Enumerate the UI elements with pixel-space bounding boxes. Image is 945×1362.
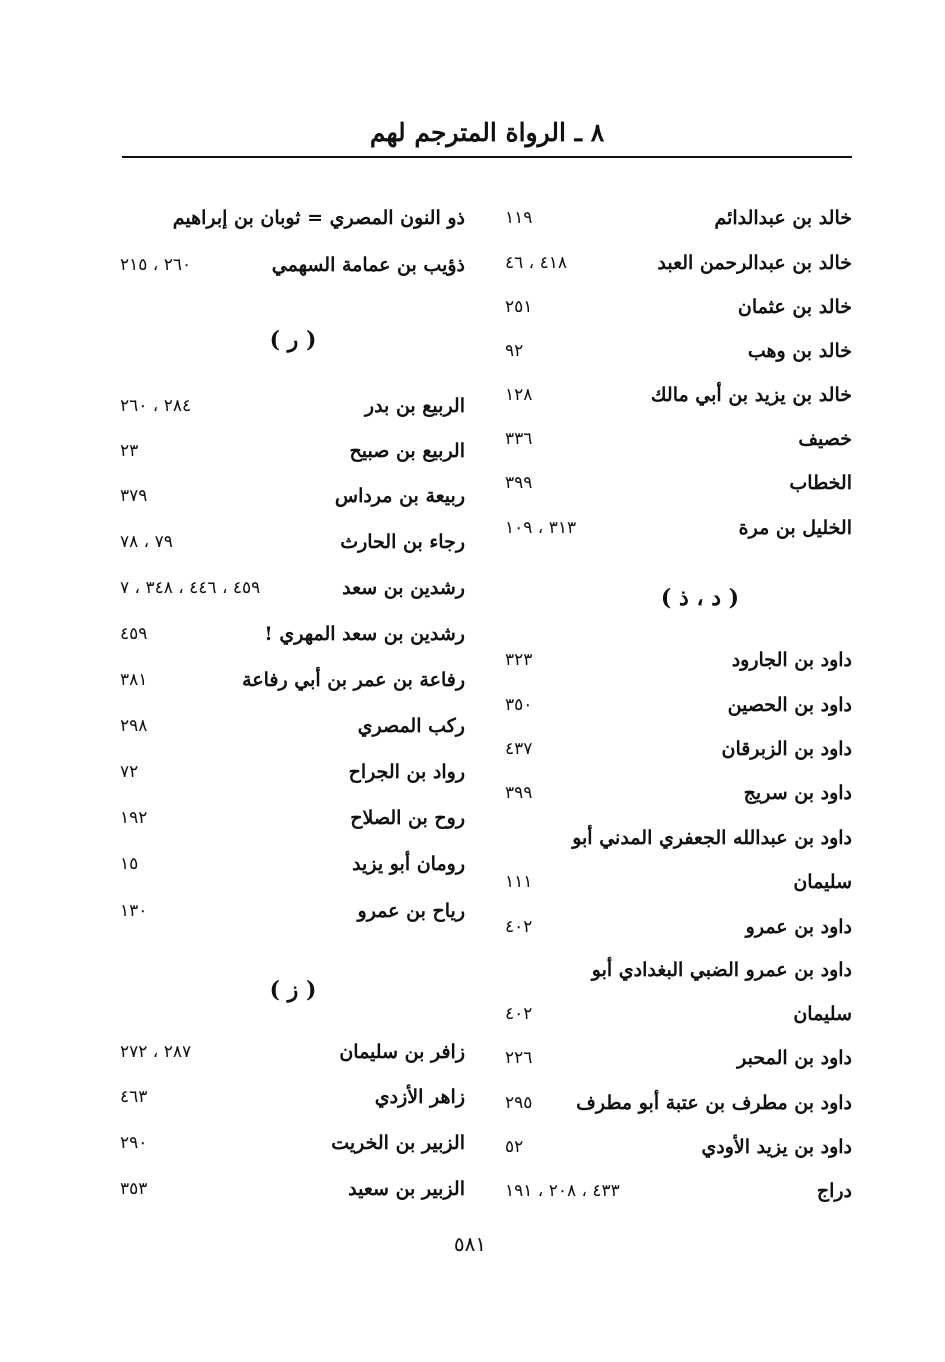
entry-pages: ٣٨١ [120,670,148,690]
entry-name: داود بن المحبر [737,1047,852,1069]
entry-name: داود بن مطرف بن عتبة أبو مطرف [576,1092,852,1114]
entry-pages: ١٩٢ [120,808,148,828]
page-number: ٥٨١ [453,1232,487,1256]
entry-name: داود بن سريج [743,782,852,804]
index-entry [500,1127,852,1167]
index-entry [500,950,852,990]
entry-name: داود بن الحصين [727,694,852,716]
entry-name: خالد بن وهب [747,340,852,362]
entry-name: الخطاب [789,472,852,494]
index-entry [115,1077,465,1117]
entry-pages: ٣١٣ ، ١٠٩ [505,518,577,538]
index-entry [500,508,852,548]
entry-pages: ١٢٨ [505,385,533,405]
entry-pages: ٢٦٠ ، ٢١٥ [120,255,192,275]
index-entry [115,1032,465,1072]
index-entry [115,844,465,884]
entry-name: خالد بن يزيد بن أبي مالك [650,384,852,406]
entry-pages: ٢٩٥ [505,1093,533,1113]
index-entry [500,287,852,327]
index-entry [115,798,465,838]
entry-name: خصيف [798,428,852,450]
entry-pages: ٥٢ [505,1137,524,1157]
index-entry [500,331,852,371]
index-entry [115,660,465,700]
entry-name: خالد بن عبدالرحمن العبد [657,252,852,274]
section-heading-zay: ( ز ) [269,977,317,1003]
entry-name: خالد بن عبدالدائم [714,207,852,229]
entry-name: رجاء بن الحارث [340,531,465,553]
entry-name: ذو النون المصري = ثوبان بن إبراهيم [172,207,465,229]
entry-name: رشدين بن سعد المهري ! [264,623,465,645]
section-heading-ra: ( ر ) [269,327,317,353]
entry-pages: ٤٥٩ ، ٤٤٦ ، ٣٤٨ ، ٧ [120,578,261,598]
index-entry [500,463,852,503]
entry-pages: ٢٨٧ ، ٢٧٢ [120,1042,192,1062]
entry-pages: ١٣٠ [120,901,148,921]
index-entry [115,386,465,426]
entry-name: زافر بن سليمان [339,1041,465,1063]
entry-name: رفاعة بن عمر بن أبي رفاعة [242,669,465,691]
entry-pages: ٣٩٩ [505,473,533,493]
entry-name: سليمان [793,871,852,893]
entry-pages: ٩٢ [505,341,524,361]
section-heading-dal-dhal: ( د ، ذ ) [660,585,740,611]
entry-name: رواد بن الجراح [348,761,465,783]
entry-pages: ٢٩٨ [120,716,148,736]
index-entry [115,752,465,792]
index-entry [115,891,465,931]
entry-pages: ٧٩ ، ٧٨ [120,532,173,552]
entry-name: رومان أبو يزيد [352,853,465,875]
index-entry [115,522,465,562]
entry-name: داود بن الجارود [731,649,852,671]
entry-pages: ٤٥٩ [120,624,148,644]
index-entry [115,1169,465,1209]
index-entry [500,375,852,415]
index-entry [115,476,465,516]
index-entry [115,245,465,285]
index-entry [500,419,852,459]
entry-pages: ١٥ [120,854,139,874]
entry-pages: ٢٩٠ [120,1133,148,1153]
entry-name: رياح بن عمرو [357,900,465,922]
entry-pages: ٤٦٣ [120,1087,148,1107]
index-entry [500,818,852,858]
index-entry [500,773,852,813]
entry-pages: ١١١ [505,872,533,892]
index-entry [115,1123,465,1163]
running-header: ٨ ـ الرواة المترجم لهم [369,118,605,147]
entry-pages: ١١٩ [505,208,533,228]
index-entry [500,243,852,283]
index-entry [500,640,852,680]
entry-name: الخليل بن مرة [738,517,852,539]
entry-pages: ٣٥٣ [120,1179,148,1199]
entry-pages: ٤٠٢ [505,1004,533,1024]
entry-pages: ٤٣٧ [505,739,533,759]
entry-pages: ٣٥٠ [505,695,533,715]
entry-pages: ٢٨٤ ، ٢٦٠ [120,396,192,416]
header-rule [122,156,852,158]
entry-name: دراج [816,1180,852,1202]
entry-pages: ٣٣٦ [505,429,533,449]
entry-pages: ٤٣٣ ، ٢٠٨ ، ١٩١ [505,1181,620,1201]
index-entry [115,706,465,746]
index-entry [115,198,465,238]
entry-pages: ٢٢٦ [505,1048,533,1068]
entry-pages: ٣٩٩ [505,783,533,803]
entry-name: الربيع بن بدر [364,395,465,417]
entry-name: خالد بن عثمان [737,296,852,318]
entry-name: الزبير بن سعيد [348,1178,465,1200]
entry-name: ذؤيب بن عمامة السهمي [271,254,465,276]
entry-pages: ٢٥١ [505,297,533,317]
entry-name: ربيعة بن مرداس [334,485,465,507]
entry-name: الزبير بن الخريت [331,1132,465,1154]
entry-name: ركب المصري [357,715,465,737]
entry-pages: ٤٠٢ [505,917,533,937]
entry-name: داود بن عبدالله الجعفري المدني أبو [572,827,852,849]
entry-name: روح بن الصلاح [350,807,465,829]
entry-name: داود بن عمرو الضبي البغدادي أبو [591,959,852,981]
index-entry [115,614,465,654]
entry-pages: ٤١٨ ، ٤٦ [505,253,567,273]
entry-pages: ٣٢٣ [505,650,533,670]
index-entry [500,729,852,769]
entry-name: داود بن الزبرقان [721,738,852,760]
index-entry [500,907,852,947]
entry-pages: ٣٧٩ [120,486,148,506]
index-entry [500,1038,852,1078]
index-entry [500,994,852,1034]
entry-name: رشدين بن سعد [342,577,465,599]
entry-pages: ٧٢ [120,762,139,782]
entry-name: الربيع بن صبيح [349,440,465,462]
index-entry [500,862,852,902]
entry-name: داود بن يزيد الأودي [701,1136,852,1158]
index-entry [500,1083,852,1123]
index-entry [500,198,852,238]
entry-name: زاهر الأزدي [374,1086,465,1108]
index-entry [115,568,465,608]
index-entry [115,431,465,471]
index-entry [500,685,852,725]
entry-name: سليمان [793,1003,852,1025]
entry-pages: ٢٣ [120,441,139,461]
index-entry [500,1171,852,1211]
entry-name: داود بن عمرو [745,916,852,938]
